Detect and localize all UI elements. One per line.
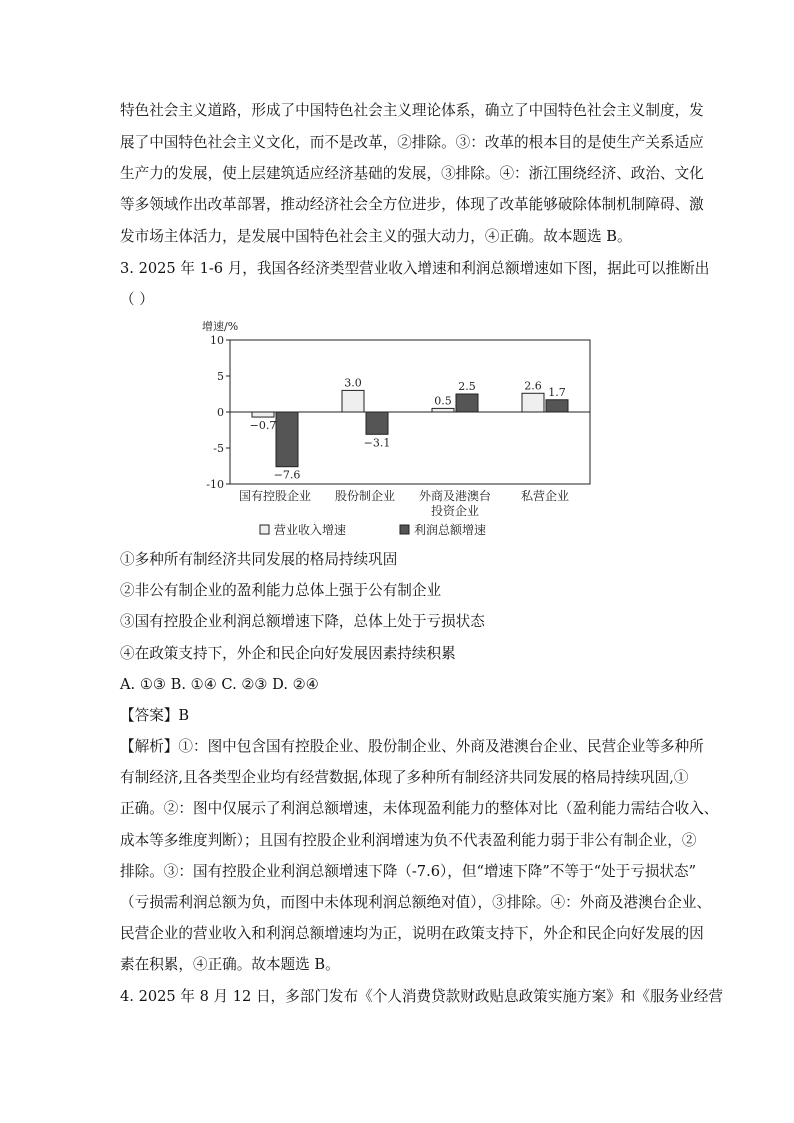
- y-tick-label: -5: [213, 442, 224, 455]
- analysis-line: 排除。③：国有控股企业利润总额增速下降（-7.6），但“增速下降”不等于“处于亏损状态”: [120, 863, 697, 880]
- y-tick-label: -10: [206, 478, 224, 491]
- legend-label: 营业收入增速: [274, 523, 347, 537]
- paragraph-line: 特色社会主义道路，形成了中国特色社会主义理论体系，确立了中国特色社会主义制度，发: [120, 102, 704, 119]
- option-2: ②非公有制企业的盈利能力总体上强于公有制企业: [120, 582, 442, 599]
- bar: [252, 412, 274, 417]
- question-3-stem: 3. 2025 年 1-6 月，我国各经济类型营业收入增速和利润总额增速如下图，据此可以推断出: [120, 260, 710, 277]
- category-label: 投资企业: [430, 504, 480, 518]
- bar-chart-svg: [190, 316, 610, 546]
- legend-label: 利润总额增速: [414, 523, 487, 537]
- option-4: ④在政策支持下，外企和民企向好发展因素持续积累: [120, 645, 456, 662]
- y-tick-label: 10: [210, 334, 224, 347]
- y-axis-label: 增速/%: [202, 320, 239, 333]
- option-1: ①多种所有制经济共同发展的格局持续巩固: [120, 551, 398, 568]
- bar-chart: [190, 316, 610, 546]
- bar: [456, 394, 478, 412]
- analysis-line: 素在积累，④正确。故本题选 B。: [120, 956, 340, 973]
- data-label: 3.0: [344, 376, 362, 390]
- question-4-stem: 4. 2025 年 8 月 12 日，多部门发布《个人消费贷款财政贴息政策实施方案》和《服务业经营: [120, 988, 723, 1005]
- analysis-line: 正确。②：图中仅展示了利润总额增速，未体现盈利能力的整体对比（盈利能力需结合收入、: [120, 800, 719, 817]
- data-label: −0.7: [249, 419, 277, 433]
- paragraph-line: 发市场主体活力，是发展中国特色社会主义的强大动力，④正确。故本题选 B。: [120, 228, 632, 245]
- data-label: −7.6: [273, 468, 301, 482]
- analysis-line: 成本等多维度判断）；且国有控股企业利润增速为负不代表盈利能力弱于非公有制企业，②: [120, 832, 697, 849]
- paragraph-line: 展了中国特色社会主义文化，而不是改革，②排除。③：改革的根本目的是使生产关系适应: [120, 134, 704, 151]
- y-tick-label: 0: [217, 406, 224, 419]
- paragraph-line: 生产力的发展，使上层建筑适应经济基础的发展，③排除。④：浙江围绕经济、政治、文化: [120, 165, 704, 182]
- analysis-line: 民营企业的营业收入和利润总额增速均为正，说明在政策支持下，外企和民企向好发展的因: [120, 925, 704, 942]
- answer: 【答案】B: [120, 707, 190, 724]
- bar: [342, 390, 364, 412]
- bar: [546, 400, 568, 412]
- data-label: 2.6: [524, 379, 542, 393]
- analysis-line: 有制经济,且各类型企业均有经营数据,体现了多种所有制经济共同发展的格局持续巩固,①: [120, 769, 689, 786]
- category-label: 国有控股企业: [238, 489, 312, 503]
- category-label: 外商及港澳台: [418, 489, 492, 503]
- analysis-line: 【解析】①：图中包含国有控股企业、股份制企业、外商及港澳台企业、民营企业等多种所: [120, 738, 704, 755]
- bar: [432, 408, 454, 412]
- legend-swatch: [400, 525, 409, 534]
- option-3: ③国有控股企业利润总额增速下降，总体上处于亏损状态: [120, 613, 485, 630]
- category-label: 股份制企业: [334, 489, 396, 503]
- paragraph-line: 等多领域作出改革部署，推动经济社会全方位进步，体现了改革能够破除体制机制障碍、激: [120, 196, 704, 213]
- data-label: −3.1: [363, 436, 391, 450]
- legend-swatch: [260, 525, 269, 534]
- data-label: 0.5: [434, 394, 452, 408]
- bar: [522, 393, 544, 412]
- bar: [276, 412, 298, 467]
- question-3-blank: （ ）: [120, 291, 154, 308]
- y-tick-label: 5: [217, 370, 224, 383]
- answer-choices: A. ①③ B. ①④ C. ②③ D. ②④: [120, 676, 319, 693]
- data-label: 2.5: [458, 380, 476, 393]
- category-label: 私营企业: [520, 489, 570, 503]
- analysis-line: （亏损需利润总额为负，而图中未体现利润总额绝对值），③排除。④：外商及港澳台企业、: [120, 894, 712, 911]
- data-label: 1.7: [548, 385, 566, 399]
- bar: [366, 412, 388, 434]
